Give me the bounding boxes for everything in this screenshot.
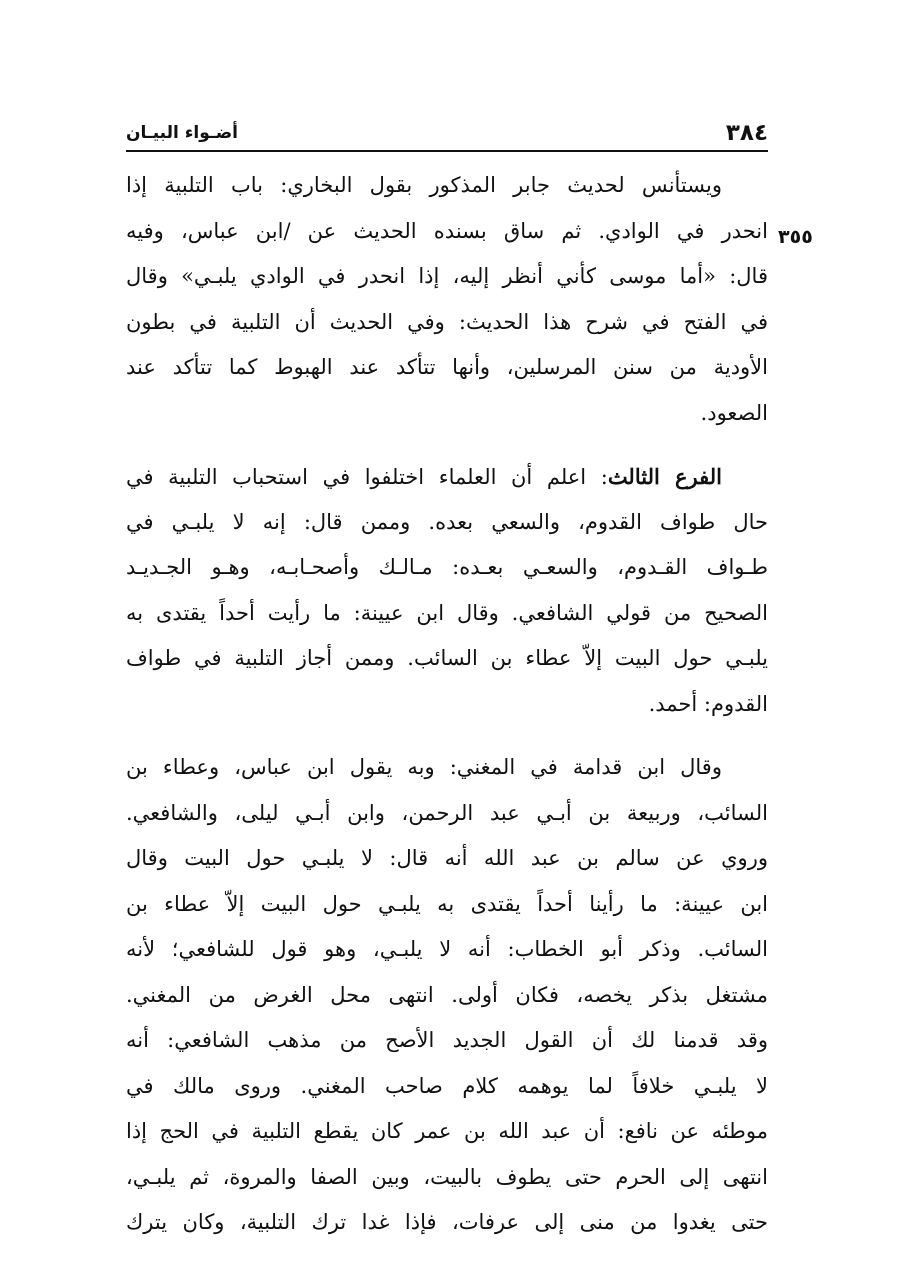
text-line xyxy=(126,454,768,500)
text-line: ويستأنس لحديث جابر المذكور بقول البخاري: باب التلبية إذا xyxy=(126,173,722,197)
text-line: انتهى إلى الحرم حتى يطوف بالبيت، وبين الصفا والمروة، ثم يلبـي، xyxy=(126,1164,768,1189)
paragraph-gap xyxy=(126,727,768,745)
page-number: ٣٨٤ xyxy=(725,120,768,146)
text-line: موطئه عن نافع: أن عبد الله بن عمر كان يقطع التلبية في الحج إذا xyxy=(126,1119,768,1143)
text-line: وقد قدمنا لك أن القول الجديد الأصح من مذهب الشافعي: أنه xyxy=(126,1028,768,1052)
text-line: وقال ابن قدامة في المغني: وبه يقول ابن عباس، وعطاء بن xyxy=(126,755,722,779)
text-line: القدوم: أحمد. xyxy=(648,691,768,716)
paragraph-gap xyxy=(126,436,768,454)
text-line: وروي عن سالم بن عبد الله أنه قال: لا يلبـي حول البيت وقال xyxy=(126,846,768,870)
book-title: أضـواء البيـان xyxy=(126,123,238,143)
text-line: الأودية من سنن المرسلين، وأنها تتأكد عند الهبوط كما تتأكد عند xyxy=(126,355,768,379)
text-line: قال: «أما موسى كأني أنظر إليه، إذا انحدر في الوادي يلبـي» وقال xyxy=(126,264,768,288)
section-heading: الفرع الثالث xyxy=(607,464,722,489)
text-line: ابن عيينة: ما رأينا أحداً يقتدى به يلبـي حول البيت إلاّ عطاء بن xyxy=(126,891,768,916)
text-line: طـواف القـدوم، والسعـي بعـده: مـالـك وأصحـابـه، وهـو الجـديـد xyxy=(126,555,768,579)
text-line: في الفتح في شرح هذا الحديث: وفي الحديث أن التلبية في بطون xyxy=(126,309,768,334)
text-line: حال طواف القدوم، والسعي بعده. وممن قال: إنه لا يلبـي في xyxy=(126,509,768,534)
text-line: الصعود. xyxy=(700,400,768,425)
paragraph-1 xyxy=(126,163,768,436)
paragraph-3 xyxy=(126,745,768,1246)
text-line: لا يلبـي خلافاً لما يوهمه كلام صاحب المغني. وروى مالك في xyxy=(126,1073,768,1098)
text-line: السائب، وربيعة بن أبـي عبد الرحمن، وابن أبـي ليلى، والشافعي. xyxy=(126,800,768,825)
text-line: مشتغل بذكر يخصه، فكان أولى. انتهى محل الغرض من المغني. xyxy=(126,982,768,1007)
text-line: السائب. وذكر أبو الخطاب: أنه لا يلبـي، وهو قول للشافعي؛ لأنه xyxy=(126,937,768,961)
page-header xyxy=(126,110,768,148)
text-line: يلبـي حول البيت إلاّ عطاء بن السائب. وممن أجاز التلبية في طواف xyxy=(126,646,768,670)
text-line: حتى يغدوا من منى إلى عرفات، فإذا غدا ترك التلبية، وكان يترك xyxy=(126,1210,768,1234)
text-line: الصحيح من قولي الشافعي. وقال ابن عيينة: ما رأيت أحداً يقتدى به xyxy=(126,600,768,625)
margin-page-marker: ٣٥٥ xyxy=(778,226,813,248)
text-run: : اعلم أن العلماء اختلفوا في استحباب التلبية في xyxy=(126,465,608,489)
body-text xyxy=(126,163,768,1246)
text-line: انحدر في الوادي. ثم ساق بسنده الحديث عن /ابن عباس، وفيه xyxy=(126,218,768,243)
header-divider xyxy=(126,150,768,152)
paragraph-2 xyxy=(126,454,768,727)
